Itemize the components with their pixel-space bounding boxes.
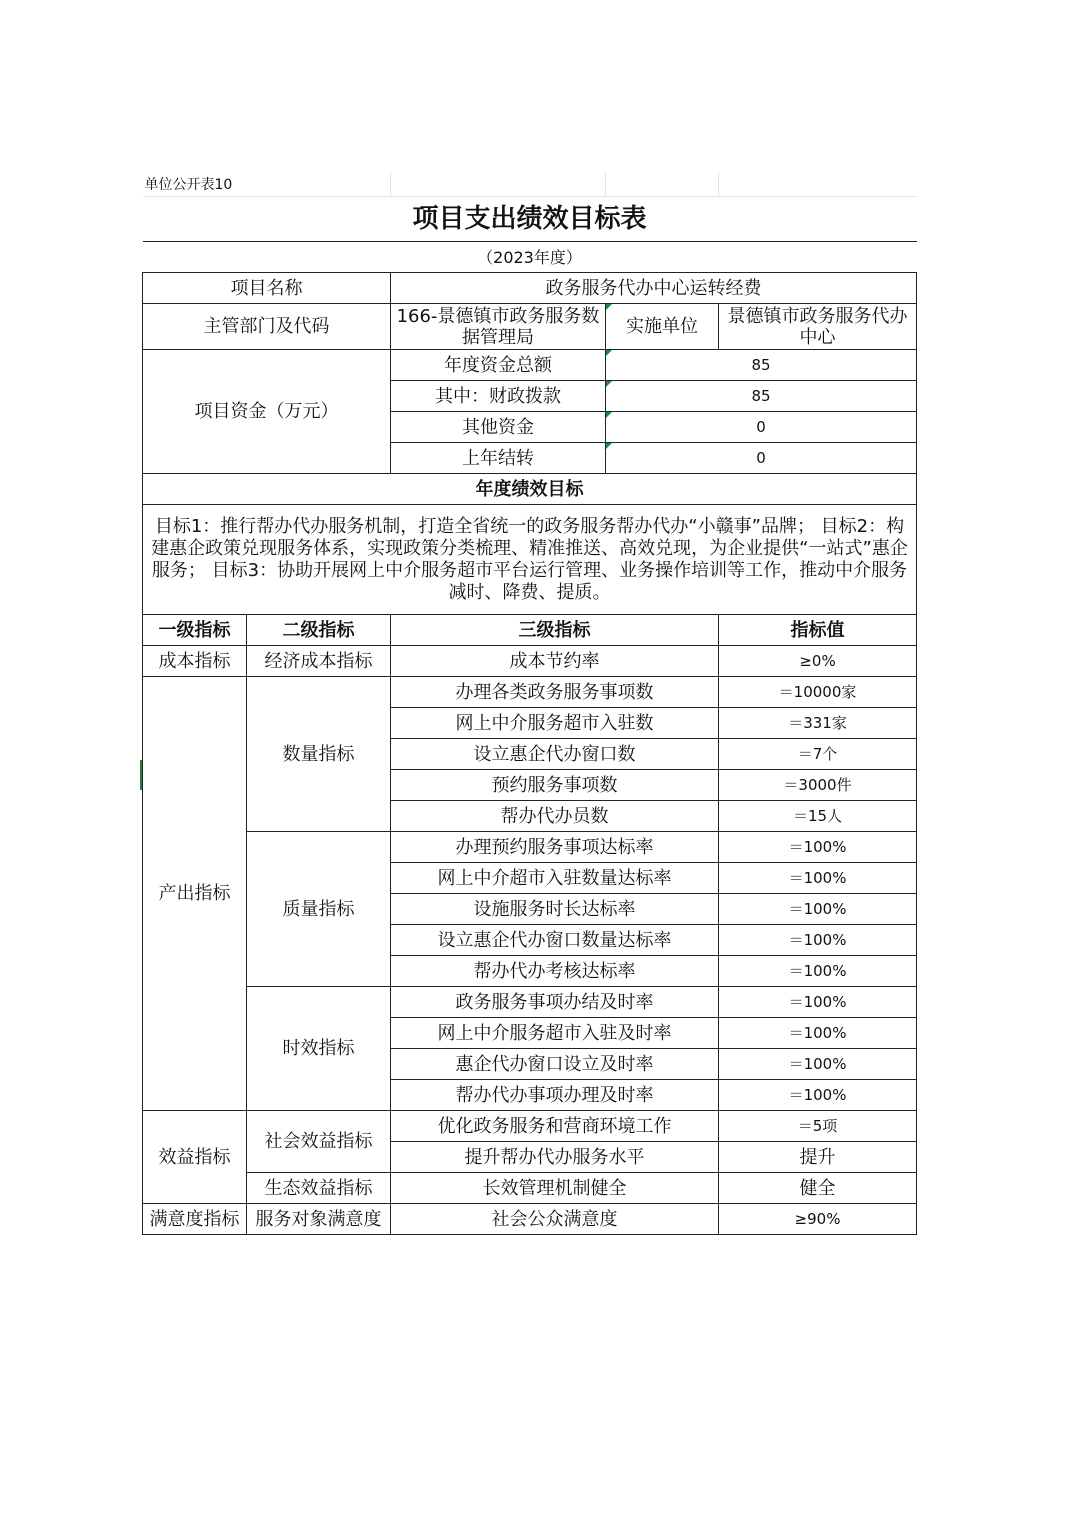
indicator-row	[143, 832, 917, 863]
fund-value: 85	[606, 381, 917, 412]
indicator-name: 网上中介服务超市入驻及时率	[391, 1018, 719, 1049]
indicator-name: 惠企代办窗口设立及时率	[391, 1049, 719, 1080]
dept-row	[143, 304, 917, 350]
level1-output: 产出指标	[143, 677, 247, 1111]
level2-economic-cost: 经济成本指标	[247, 646, 391, 677]
fund-value: 0	[606, 443, 917, 474]
indicator-value: ≥90%	[719, 1204, 917, 1235]
project-name-label: 项目名称	[143, 273, 391, 304]
indicator-value: ≥0%	[719, 646, 917, 677]
fund-label: 年度资金总额	[391, 350, 606, 381]
fund-value: 85	[606, 350, 917, 381]
indicator-header-row	[143, 615, 917, 646]
indicator-name: 设立惠企代办窗口数量达标率	[391, 925, 719, 956]
year-row	[143, 242, 917, 273]
indicator-name: 长效管理机制健全	[391, 1173, 719, 1204]
indicator-name: 帮办代办考核达标率	[391, 956, 719, 987]
header-level1: 一级指标	[143, 615, 247, 646]
fund-value: 0	[606, 412, 917, 443]
level1-benefit: 效益指标	[143, 1111, 247, 1204]
unit-label: 单位公开表10	[143, 172, 391, 197]
indicator-value: ＝100%	[719, 987, 917, 1018]
year-label: （2023年度）	[143, 242, 917, 273]
project-name-value: 政务服务代办中心运转经费	[391, 273, 917, 304]
goals-section-title: 年度绩效目标	[143, 474, 917, 505]
performance-target-sheet	[142, 172, 916, 1235]
project-name-row	[143, 273, 917, 304]
fund-label: 其中：财政拨款	[391, 381, 606, 412]
indicator-name: 办理各类政务服务事项数	[391, 677, 719, 708]
indicator-value: ＝100%	[719, 894, 917, 925]
indicator-value: ＝100%	[719, 863, 917, 894]
indicator-name: 网上中介超市入驻数量达标率	[391, 863, 719, 894]
indicator-name: 提升帮办代办服务水平	[391, 1142, 719, 1173]
empty-cell	[606, 172, 719, 197]
page-title: 项目支出绩效目标表	[143, 197, 917, 242]
indicator-value: 提升	[719, 1142, 917, 1173]
fund-label: 其他资金	[391, 412, 606, 443]
indicator-value: ＝10000家	[719, 677, 917, 708]
indicator-value: ＝100%	[719, 832, 917, 863]
header-value: 指标值	[719, 615, 917, 646]
indicator-row	[143, 987, 917, 1018]
level1-cost: 成本指标	[143, 646, 247, 677]
level1-satisfaction: 满意度指标	[143, 1204, 247, 1235]
indicator-name: 办理预约服务事项达标率	[391, 832, 719, 863]
goals-text-row	[143, 505, 917, 615]
indicator-value: ＝5项	[719, 1111, 917, 1142]
fund-label: 上年结转	[391, 443, 606, 474]
goals-title-row	[143, 474, 917, 505]
indicator-name: 设施服务时长达标率	[391, 894, 719, 925]
indicator-name: 社会公众满意度	[391, 1204, 719, 1235]
header-level2: 二级指标	[247, 615, 391, 646]
impl-value: 景德镇市政务服务代办中心	[719, 304, 917, 350]
indicator-name: 帮办代办员数	[391, 801, 719, 832]
unit-row	[143, 172, 917, 197]
indicator-row	[143, 1204, 917, 1235]
goals-text: 目标1：推行帮办代办服务机制，打造全省统一的政务服务帮办代办“小赣事”品牌； 目标2：构建惠企政策兑现服务体系，实现政策分类梳理、精准推送、高效兑现，为企业提供“一站式”惠企服务； 目标3：协助开展网上中介服务超市平台运行管理、业务操作培训等工作，推动中介服务减时、降费、提质。	[143, 505, 917, 615]
performance-table	[142, 172, 917, 1235]
impl-label: 实施单位	[606, 304, 719, 350]
level2-social: 社会效益指标	[247, 1111, 391, 1173]
indicator-row	[143, 677, 917, 708]
level2-quantity: 数量指标	[247, 677, 391, 832]
dept-label: 主管部门及代码	[143, 304, 391, 350]
funds-label: 项目资金（万元）	[143, 350, 391, 474]
indicator-value: ＝15人	[719, 801, 917, 832]
indicator-row	[143, 1173, 917, 1204]
indicator-value: ＝100%	[719, 956, 917, 987]
header-level3: 三级指标	[391, 615, 719, 646]
fund-row	[143, 350, 917, 381]
empty-cell	[719, 172, 917, 197]
indicator-value: 健全	[719, 1173, 917, 1204]
indicator-value: ＝100%	[719, 1049, 917, 1080]
title-row	[143, 197, 917, 242]
dept-value: 166-景德镇市政务服务数据管理局	[391, 304, 606, 350]
indicator-name: 帮办代办事项办理及时率	[391, 1080, 719, 1111]
indicator-name: 政务服务事项办结及时率	[391, 987, 719, 1018]
level2-ecological: 生态效益指标	[247, 1173, 391, 1204]
indicator-value: ＝331家	[719, 708, 917, 739]
indicator-name: 预约服务事项数	[391, 770, 719, 801]
indicator-name: 优化政务服务和营商环境工作	[391, 1111, 719, 1142]
indicator-name: 设立惠企代办窗口数	[391, 739, 719, 770]
indicator-name: 成本节约率	[391, 646, 719, 677]
indicator-row	[143, 646, 917, 677]
indicator-value: ＝100%	[719, 1080, 917, 1111]
indicator-row	[143, 1111, 917, 1142]
level2-quality: 质量指标	[247, 832, 391, 987]
indicator-value: ＝100%	[719, 1018, 917, 1049]
level2-service-obj: 服务对象满意度	[247, 1204, 391, 1235]
indicator-name: 网上中介服务超市入驻数	[391, 708, 719, 739]
level2-timeliness: 时效指标	[247, 987, 391, 1111]
empty-cell	[391, 172, 606, 197]
indicator-value: ＝3000件	[719, 770, 917, 801]
indicator-value: ＝7个	[719, 739, 917, 770]
indicator-value: ＝100%	[719, 925, 917, 956]
